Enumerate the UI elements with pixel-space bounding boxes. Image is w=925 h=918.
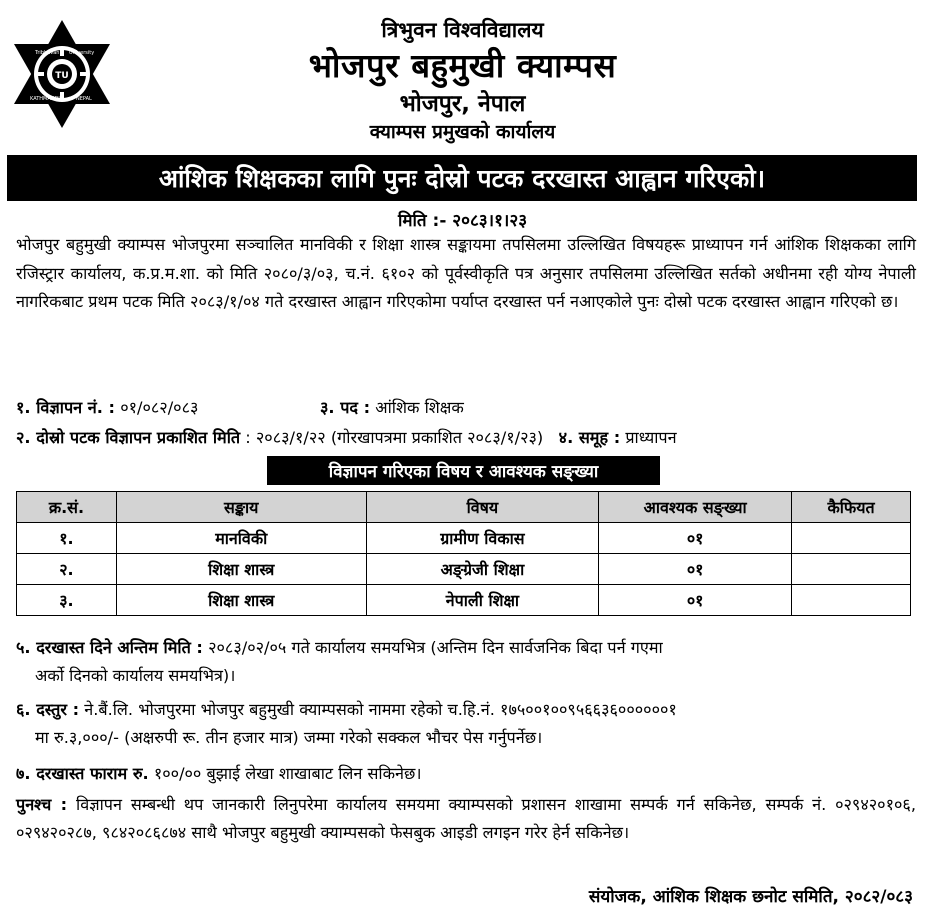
- table-header-row: [17, 492, 911, 523]
- signature-line: संयोजक, आंशिक शिक्षक छनोट समिति, २०८२/०८३: [588, 887, 913, 907]
- notice-title-banner: [7, 155, 917, 201]
- office-name: क्याम्पस प्रमुखको कार्यालय: [369, 121, 556, 143]
- group-label: ४. समूह :: [558, 428, 621, 447]
- cell-remarks: [792, 523, 911, 554]
- table-caption-text: विज्ञापन गरिएका विषय र आवश्यक सङ्ख्या: [328, 462, 599, 482]
- deadline-item: [16, 634, 916, 690]
- university-name: त्रिभुवन विश्वविद्यालय: [381, 18, 544, 42]
- notice-title: आंशिक शिक्षकका लागि पुनः दोस्रो पटक दरखास्त आह्वान गरिएको।: [158, 164, 766, 193]
- deadline-line2: अर्को दिनको कार्यालय समयभित्र)।: [35, 666, 236, 685]
- cell-serial: १.: [17, 523, 117, 554]
- intro-text: भोजपुर बहुमुखी क्याम्पस भोजपुरमा सञ्चालित मानविकी र शिक्षा शास्त्र सङ्कायमा तपसिलमा उल्लिखित विषयहरू प्राध्यापन गर्न आंशिक शिक्षकका लागि रजिस्ट्रार कार्यालय, क.प्र.म.शा. को मिति २०८०/३/०३, च.नं. ६१०२ को पूर्वस्वीकृति पत्र अनुसार तपसिलमा उल्लिखित सर्तको अधीनमा रही योग्य नेपाली नागरिकबाट प्रथम पटक मिति २०८३/१/०४ गते दरखास्त आह्वान गरिएकोमा पर्याप्त दरखास्त पर्न नआएकोले पुनः दोस्रो पटक दरखास्त आह्वान गरिएको छ।: [16, 235, 916, 311]
- deadline-label: ५. दरखास्त दिने अन्तिम मिति :: [16, 638, 203, 657]
- header-serial: क्र.सं.: [17, 492, 117, 523]
- group-value: प्राध्यापन: [625, 428, 677, 447]
- svg-text:TU: TU: [55, 71, 69, 81]
- form-text: १००/०० बुझाई लेखा शाखाबाट लिन सकिनेछ।: [153, 764, 422, 783]
- post-label: ३. पद :: [320, 398, 371, 417]
- header-required-count: आवश्यक सङ्ख्या: [599, 492, 792, 523]
- table-row: [17, 585, 911, 616]
- cell-serial: २.: [17, 554, 117, 585]
- second-publish-row: [16, 426, 677, 448]
- fee-item: [16, 696, 916, 752]
- post-value: आंशिक शिक्षक: [375, 398, 464, 417]
- cell-remarks: [792, 554, 911, 585]
- form-label: ७. दरखास्त फाराम रु.: [16, 764, 149, 783]
- logo-text-top-left: Tribhuvan: [35, 50, 60, 56]
- deadline-line1: २०८३/०२/०५ गते कार्यालय समयभित्र (अन्तिम दिन सार्वजनिक बिदा पर्न गएमा: [208, 638, 663, 657]
- cell-faculty: मानविकी: [116, 523, 366, 554]
- table-row: [17, 523, 911, 554]
- fee-line2: मा रु.३,०००/- (अक्षरुपी रू. तीन हजार मात्र) जम्मा गरेको सक्कल भौचर पेस गर्नुपर्नेछ।: [35, 728, 543, 747]
- header-remarks: कैफियत: [792, 492, 911, 523]
- cell-subject: नेपाली शिक्षा: [366, 585, 599, 616]
- cell-subject: ग्रामीण विकास: [366, 523, 599, 554]
- logo-text-top-right: University: [69, 50, 95, 56]
- logo-text-bottom-right: NEPAL: [76, 96, 92, 102]
- campus-name: भोजपुर बहुमुखी क्याम्पस: [308, 46, 617, 85]
- notice-date: मिति :- २०८३।१।२३: [397, 211, 528, 231]
- ad-number-row: [16, 396, 198, 418]
- header-faculty: सङ्काय: [116, 492, 366, 523]
- logo-text-bottom-left: KATHMANDU: [30, 96, 63, 102]
- fee-label: ६. दस्तुर :: [16, 700, 80, 719]
- cell-faculty: शिक्षा शास्त्र: [116, 585, 366, 616]
- ad-number-label: १. विज्ञापन नं. :: [16, 398, 116, 417]
- header-subject: विषय: [366, 492, 599, 523]
- campus-location: भोजपुर, नेपाल: [399, 91, 526, 117]
- second-publish-label: २. दोस्रो पटक विज्ञापन प्रकाशित मिति: [16, 428, 241, 447]
- cell-serial: ३.: [17, 585, 117, 616]
- cell-count: ०१: [599, 554, 792, 585]
- intro-paragraph: [16, 231, 916, 317]
- table-caption: [267, 456, 660, 485]
- postscript-text: विज्ञापन सम्बन्धी थप जानकारी लिनुपरेमा कार्यालय समयमा क्याम्पसको प्रशासन शाखामा सम्पर्क गर्न सकिनेछ, सम्पर्क नं. ०२९४२०१०६, ०२९४२०२८७, ९८४२०८६८७४ साथै भोजपुर बहुमुखी क्याम्पसको फेसबुक आइडी लगइन गरेर हेर्न सकिनेछ।: [16, 795, 916, 842]
- postscript-label: पुनश्च :: [16, 795, 68, 814]
- cell-subject: अङ्ग्रेजी शिक्षा: [366, 554, 599, 585]
- postscript-item: [16, 791, 916, 847]
- cell-faculty: शिक्षा शास्त्र: [116, 554, 366, 585]
- cell-count: ०१: [599, 523, 792, 554]
- table-row: [17, 554, 911, 585]
- ad-number-value: ०१/०८२/०८३: [120, 398, 199, 417]
- cell-count: ०१: [599, 585, 792, 616]
- form-item: [16, 760, 916, 788]
- second-publish-value: : २०८३/१/२२ (गोरखापत्रमा प्रकाशित २०८३/१/२३): [245, 428, 544, 447]
- fee-line1: ने.बैं.लि. भोजपुरमा भोजपुर बहुमुखी क्याम्पसको नाममा रहेको च.हि.नं. १७५००१००९५६६३६००००००१: [84, 700, 677, 719]
- subjects-table: [16, 491, 911, 616]
- cell-remarks: [792, 585, 911, 616]
- post-row: [320, 396, 464, 418]
